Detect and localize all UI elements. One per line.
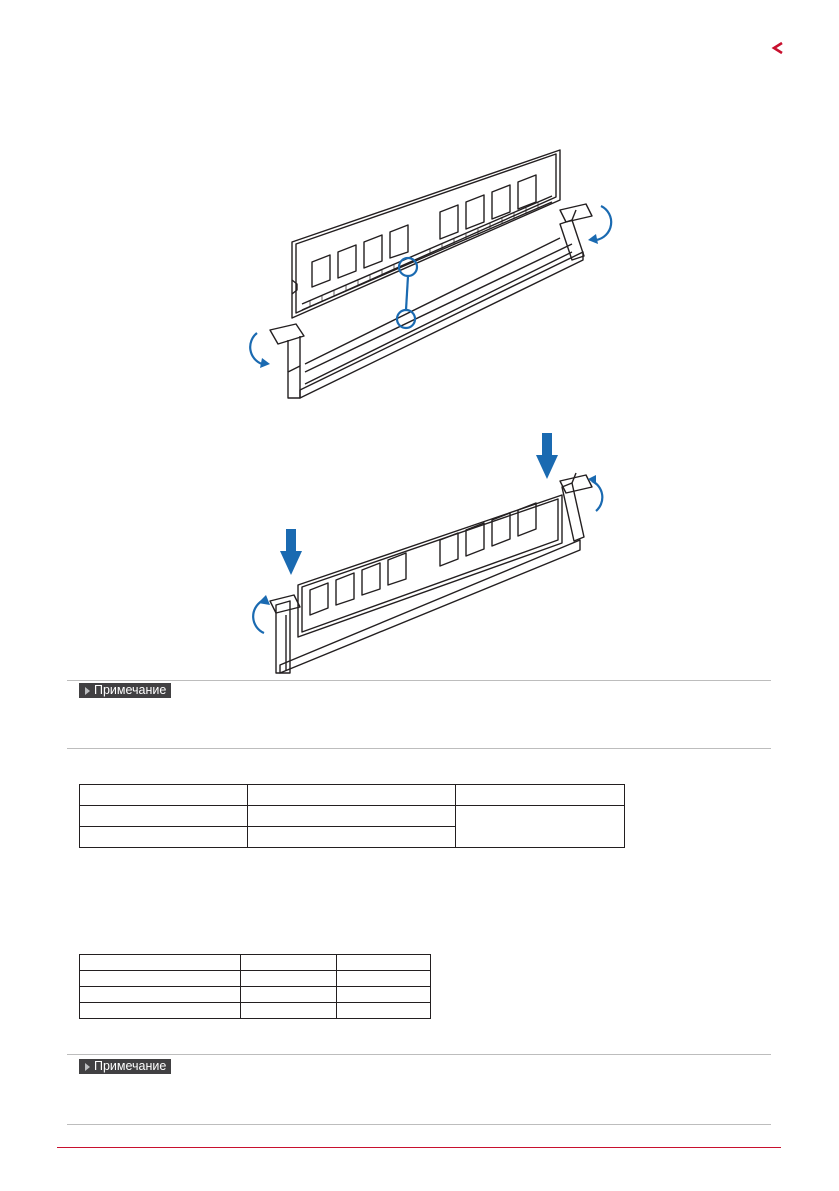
note-top-rule: [67, 1054, 771, 1055]
memory-module-alignment-illustration: [200, 140, 640, 400]
table-cell: [248, 827, 456, 848]
note-label: Примечание: [94, 1059, 167, 1073]
table-cell: [337, 1003, 431, 1019]
memory-module-insertion-illustration: [200, 425, 640, 675]
table-cell: [80, 955, 241, 971]
note-bottom-rule: [67, 748, 771, 749]
table-cell: [80, 785, 248, 806]
table-cell: [80, 827, 248, 848]
table-row: [80, 1003, 431, 1019]
table-row: [80, 987, 431, 1003]
table-cell: [337, 971, 431, 987]
triangle-bullet-icon: [85, 1063, 90, 1071]
table-cell: [241, 1003, 337, 1019]
table-cell: [80, 806, 248, 827]
table-row: [80, 971, 431, 987]
note-badge: [79, 683, 171, 698]
triangle-bullet-icon: [85, 687, 90, 695]
table-cell: [80, 971, 241, 987]
table-cell: [80, 987, 241, 1003]
table-row: [80, 955, 431, 971]
table-row: [80, 785, 625, 806]
chevron-left-icon[interactable]: [770, 40, 786, 56]
memory-config-table: [79, 784, 625, 848]
table-row: [80, 806, 625, 827]
note-top-rule: [67, 680, 771, 681]
table-cell: [337, 987, 431, 1003]
table-cell: [241, 971, 337, 987]
table-cell: [80, 1003, 241, 1019]
table-cell: [241, 987, 337, 1003]
table-cell: [248, 806, 456, 827]
memory-population-table: [79, 954, 431, 1019]
table-cell: [337, 955, 431, 971]
note-badge: [79, 1059, 171, 1074]
table-cell: [248, 785, 456, 806]
note-label: Примечание: [94, 683, 167, 697]
table-cell: [456, 785, 625, 806]
table-cell: [241, 955, 337, 971]
footer-rule: [57, 1147, 781, 1148]
table-cell: [456, 806, 625, 848]
note-bottom-rule: [67, 1124, 771, 1125]
